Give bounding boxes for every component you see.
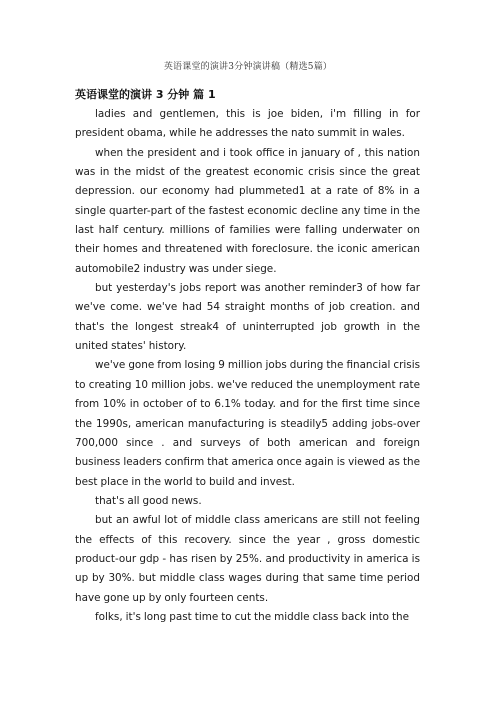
paragraph: we've gone from losing 9 million jobs during the financial crisis to creating 10 million jobs. we've reduced the unemployment rate from 10% in october of to 6.1% today. and for the first time since the 1990s, american manufacturing is steadily5 adding jobs-over 700,000 since . and surveys of both american and foreign business leaders confirm that america once again is viewed as the best place in the world to build and invest. bbox=[75, 359, 420, 488]
paragraph: but yesterday's jobs report was another reminder3 of how far we've come. we've had 54 straight months of job creation. and that's the longest streak4 of uninterrupted job growth in the united states' history. bbox=[75, 282, 420, 353]
paragraph: folks, it's long past time to cut the middle class back into the bbox=[95, 610, 410, 623]
paragraph: ladies and gentlemen, this is joe biden, i'm filling in for president obama, while he addresses the nato summit in wales. bbox=[75, 108, 420, 140]
paragraph: that's all good news. bbox=[95, 494, 202, 507]
document-header: 英语课堂的演讲3分钟演讲稿（精选5篇） bbox=[163, 62, 333, 72]
document-body bbox=[75, 86, 420, 627]
paragraph: when the president and i took office in january of , this nation was in the midst of the greatest economic crisis since the great depression. our economy had plummeted1 at a rate of 8% in a single quarter-part of the fastest economic decline any time in the last half century. millions of families were falling underwater on their homes and threatened with foreclosure. the iconic american automobile2 industry was under siege. bbox=[75, 146, 420, 275]
paragraph: but an awful lot of middle class americans are still not feeling the effects of this recovery. since the year , gross domestic product-our gdp - has risen by 25%. and productivity in america is up by 30%. but middle class wages during that same time period have gone up by only fourteen cents. bbox=[75, 514, 420, 604]
section-title: 英语课堂的演讲 3 分钟 篇 1 bbox=[75, 88, 216, 101]
